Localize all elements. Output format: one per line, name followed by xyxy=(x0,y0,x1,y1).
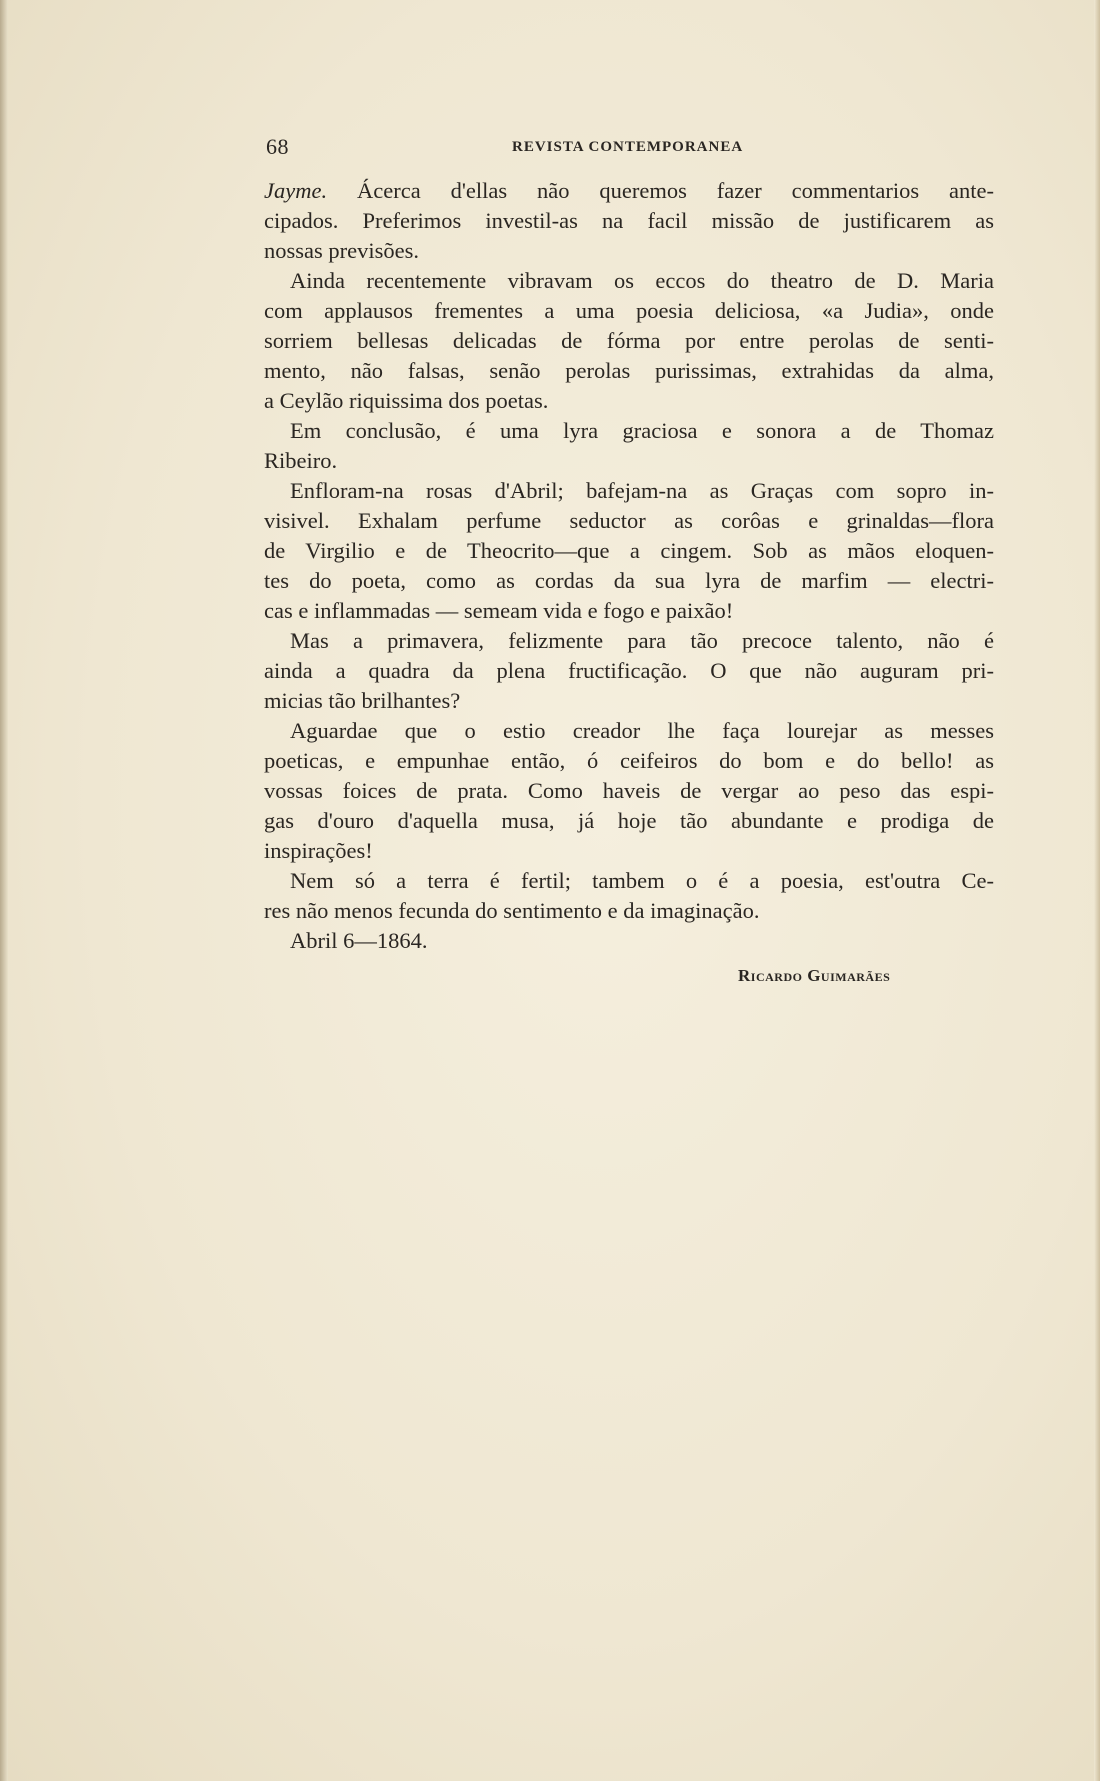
text-line: res não menos fecunda do sentimento e da imaginação. xyxy=(264,898,760,923)
body-text xyxy=(264,176,994,956)
page-header xyxy=(266,134,996,164)
text-line: Mas a primavera, felizmente para tão precoce talento, não é xyxy=(290,628,994,653)
text-line: micias tão brilhantes? xyxy=(264,688,461,713)
text-line: a Ceylão riquissima dos poetas. xyxy=(264,388,549,413)
page-number: 68 xyxy=(266,134,289,159)
show-through-texture xyxy=(300,990,990,1430)
text-line: Ainda recentemente vibravam os eccos do theatro de D. Maria xyxy=(290,268,994,293)
text-line: visivel. Exhalam perfume seductor as corôas e grinaldas—flora xyxy=(264,508,994,533)
text-line: de Virgilio e de Theocrito—que a cingem. Sob as mãos eloquen- xyxy=(264,538,994,563)
italic-name: Jayme. xyxy=(264,178,328,203)
text-line: cipados. Preferimos investil-as na facil missão de justificarem as xyxy=(264,208,994,233)
text-line: Ribeiro. xyxy=(264,448,338,473)
page-right-edge xyxy=(1094,0,1100,1781)
text-line: com applausos frementes a uma poesia deliciosa, «a Judia», onde xyxy=(264,298,994,323)
text-line: poeticas, e empunhae então, ó ceifeiros do bom e do bello! as xyxy=(264,748,994,773)
text-line: ainda a quadra da plena fructificação. O que não auguram pri- xyxy=(264,658,994,683)
text-line: sorriem bellesas delicadas de fórma por entre perolas de senti- xyxy=(264,328,994,353)
text-line: gas d'ouro d'aquella musa, já hoje tão abundante e prodiga de xyxy=(264,808,994,833)
page-left-edge xyxy=(0,0,8,1781)
text-line: Jayme. Ácerca d'ellas não queremos fazer commentarios ante- xyxy=(264,178,994,203)
text-line: inspirações! xyxy=(264,838,373,863)
text-line: nossas previsões. xyxy=(264,238,419,263)
text-line: Aguardae que o estio creador lhe faça lourejar as messes xyxy=(290,718,994,743)
date-line: Abril 6—1864. xyxy=(290,928,428,953)
author-signature: Ricardo Guimarães xyxy=(738,966,891,985)
text-line: Enfloram-na rosas d'Abril; bafejam-na as Graças com sopro in- xyxy=(290,478,994,503)
text-line: Em conclusão, é uma lyra graciosa e sonora a de Thomaz xyxy=(290,418,994,443)
text-line: mento, não falsas, senão perolas purissimas, extrahidas da alma, xyxy=(264,358,994,383)
text-line: cas e inflammadas — semeam vida e fogo e paixão! xyxy=(264,598,734,623)
text-line: tes do poeta, como as cordas da sua lyra de marfim — electri- xyxy=(264,568,994,593)
text-line: vossas foices de prata. Como haveis de vergar ao peso das espi- xyxy=(264,778,994,803)
text-line: Nem só a terra é fertil; tambem o é a poesia, est'outra Ce- xyxy=(290,868,994,893)
running-title: REVISTA CONTEMPORANEA xyxy=(512,139,744,155)
